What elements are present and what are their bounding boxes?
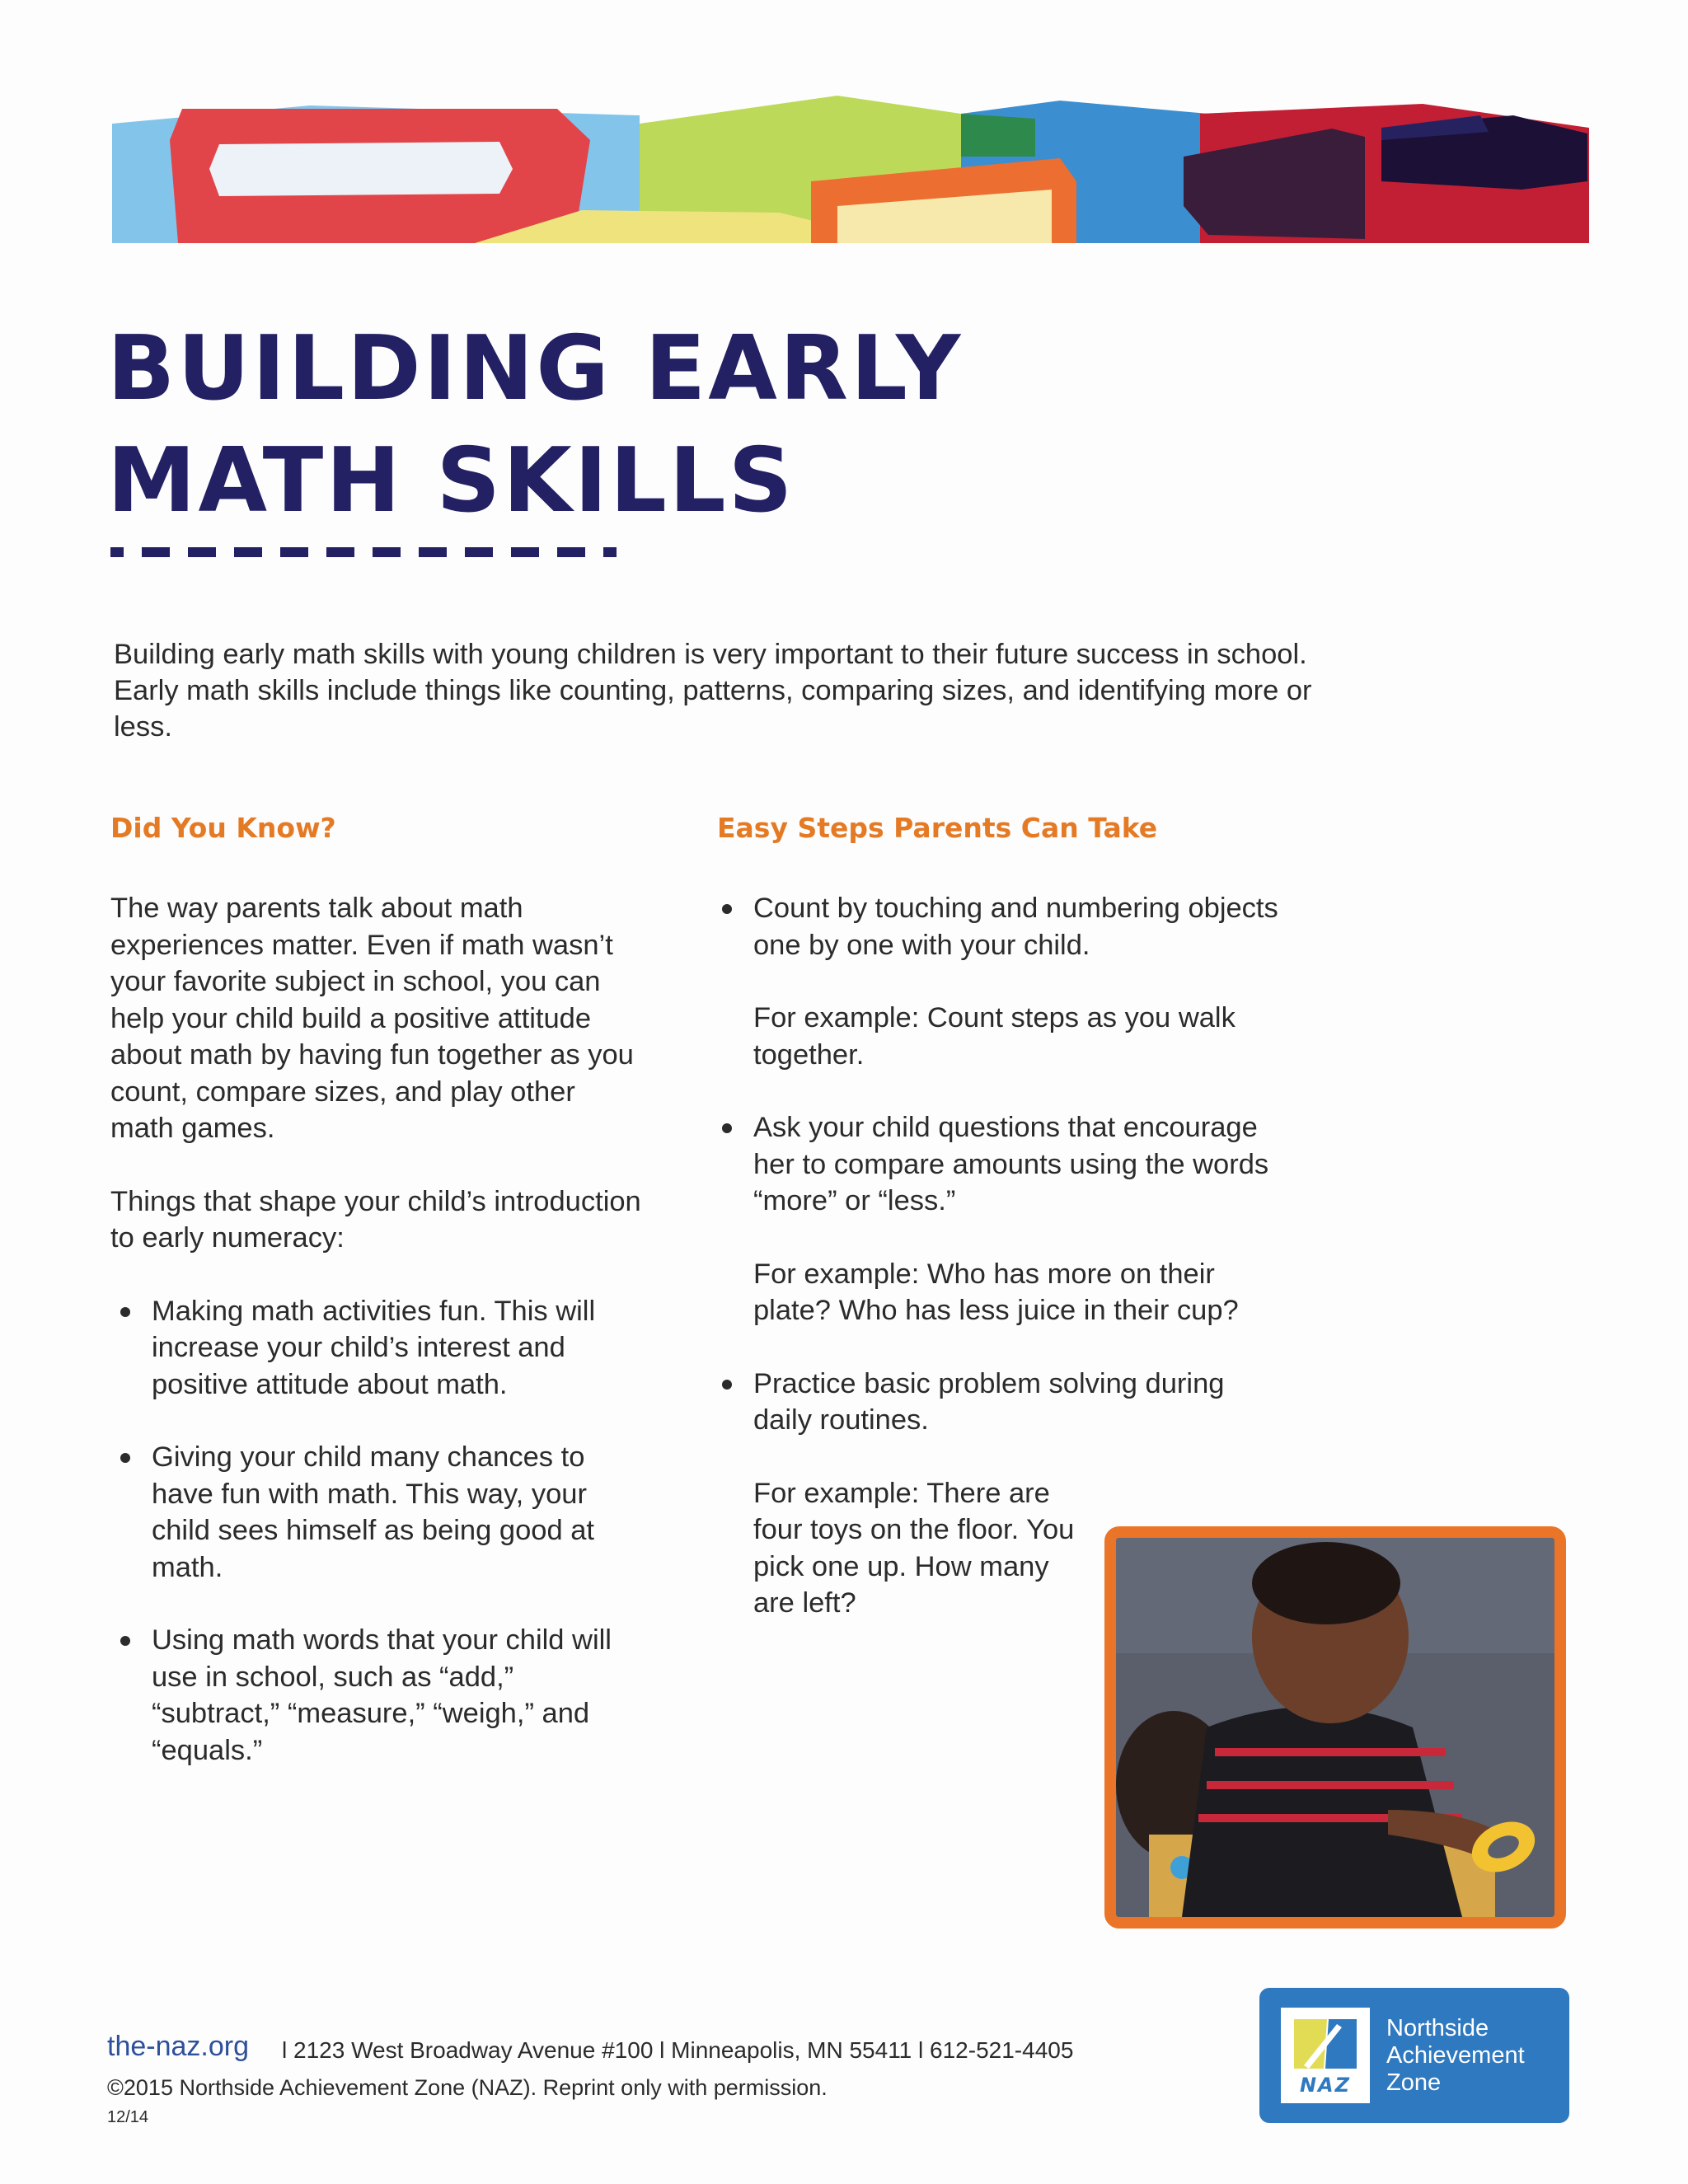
step-item xyxy=(719,1109,1279,1329)
naz-logo-mark xyxy=(1281,2008,1370,2103)
page-title xyxy=(107,313,1014,537)
bullet-icon xyxy=(120,1307,130,1317)
title-divider xyxy=(110,547,617,557)
left-column xyxy=(110,890,646,1805)
list-item-text: Making math activities fun. This will increase your child’s interest and positive attitude about math. xyxy=(152,1295,596,1400)
numeracy-intro-paragraph: Things that shape your child’s introduction to early numeracy: xyxy=(110,1185,641,1254)
logo-wordmark xyxy=(1386,2015,1525,2097)
step-example: For example: Count steps as you walk together. xyxy=(753,1002,1236,1071)
title-line-2: MATH SKILLS xyxy=(107,429,795,532)
bullet-icon xyxy=(120,1636,130,1646)
logo-name-line: Zone xyxy=(1386,2069,1442,2096)
copyright-notice: ©2015 Northside Achievement Zone (NAZ). Reprint only with permission. xyxy=(107,2075,828,2100)
did-you-know-heading: Did You Know? xyxy=(110,812,336,844)
step-text: Ask your child questions that encourage her to compare amounts using the words “more” or “less.” xyxy=(753,1112,1269,1216)
title-line-1: BUILDING EARLY xyxy=(107,317,964,420)
easy-steps-heading: Easy Steps Parents Can Take xyxy=(717,812,1158,844)
logo-name-line: Achievement xyxy=(1386,2041,1525,2069)
step-example: For example: Who has more on their plate? Who has less juice in their cup? xyxy=(753,1258,1239,1326)
list-item xyxy=(110,1293,646,1404)
logo-name-line: Northside xyxy=(1386,2014,1489,2041)
step-item xyxy=(719,890,1279,1073)
numeracy-list xyxy=(110,1293,646,1769)
decorative-banner xyxy=(112,91,1589,243)
steps-list xyxy=(719,890,1279,1622)
child-playing-photo xyxy=(1104,1526,1566,1929)
revision-date: 12/14 xyxy=(107,2108,149,2126)
list-item xyxy=(110,1439,646,1586)
logo-abbreviation: NAZ xyxy=(1299,2074,1352,2097)
website-link[interactable]: the-naz.org xyxy=(107,2031,249,2062)
bullet-icon xyxy=(722,904,732,914)
step-example: For example: There are four toys on the floor. You pick one up. How many are left? xyxy=(753,1477,1075,1619)
intro-paragraph: Building early math skills with young children is very important to their future success in school. Early math skills include things like counting, patterns, comparing sizes, and identifying more or less. xyxy=(114,639,1312,743)
list-item-text: Using math words that your child will use in school, such as “add,” “subtract,” “measure,” “weigh,” and “equals.” xyxy=(152,1624,612,1766)
contact-address: l 2123 West Broadway Avenue #100 l Minneapolis, MN 55411 l 612-521-4405 xyxy=(282,2037,1074,2063)
bullet-icon xyxy=(722,1123,732,1133)
list-item xyxy=(110,1622,646,1769)
bullet-icon xyxy=(722,1380,732,1390)
list-item-text: Giving your child many chances to have fun with math. This way, your child sees himself as being good at math. xyxy=(152,1441,594,1583)
naz-logo xyxy=(1259,1988,1569,2123)
bullet-icon xyxy=(120,1453,130,1463)
step-text: Practice basic problem solving during daily routines. xyxy=(753,1367,1225,1436)
step-text: Count by touching and numbering objects one by one with your child. xyxy=(753,893,1278,961)
parent-talk-paragraph: The way parents talk about math experiences matter. Even if math wasn’t your favorite subject in school, you can help your child build a positive attitude about math by having fun together as you count, compare sizes, and play other math games. xyxy=(110,893,634,1144)
